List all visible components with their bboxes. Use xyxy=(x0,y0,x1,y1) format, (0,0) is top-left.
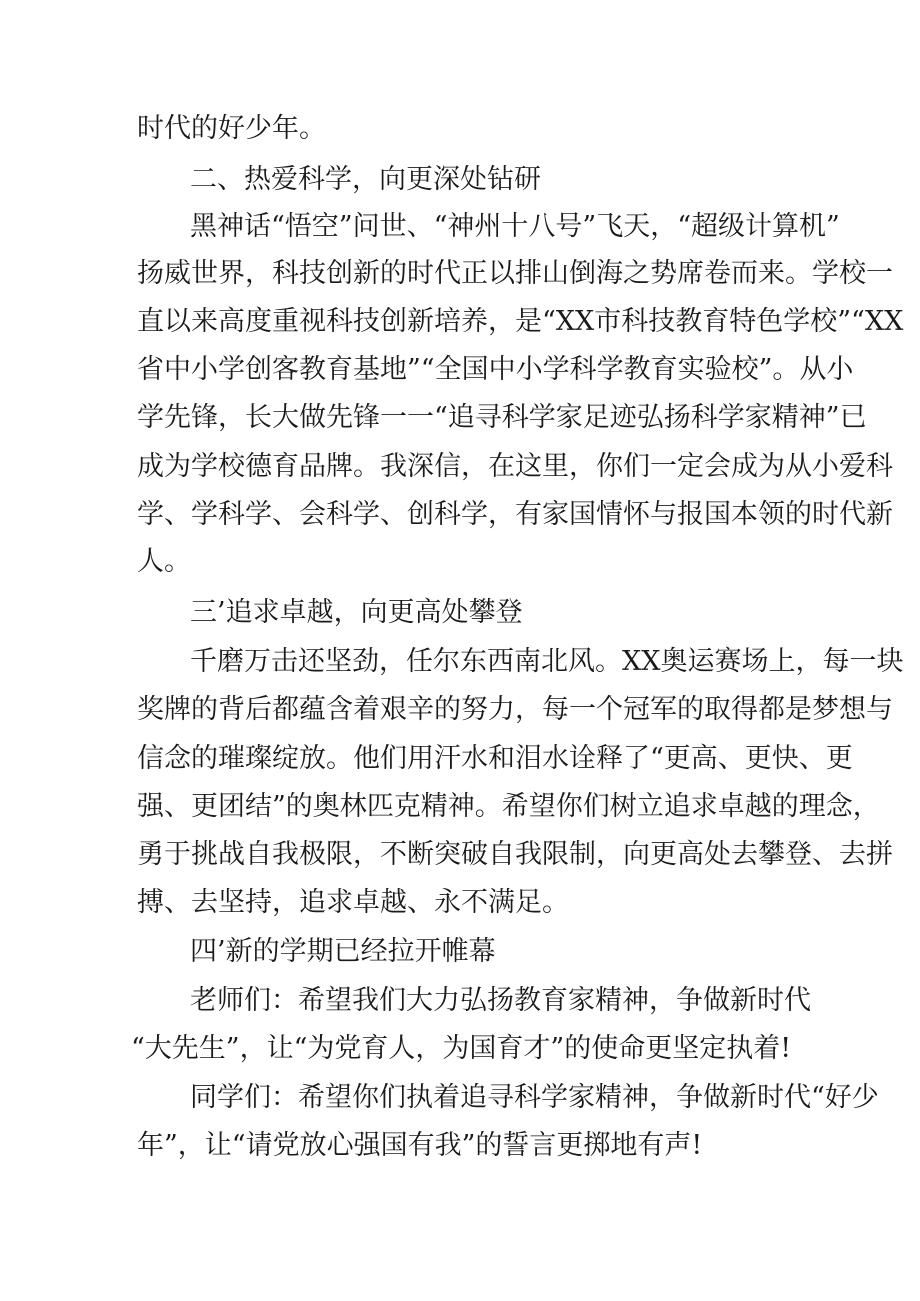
paragraph-line: 省中小学创客教育基地”“全国中小学科学教育实验校”。从小 xyxy=(137,354,854,385)
paragraph-line: 年”，让“请党放心强国有我”的誓言更掷地有声! xyxy=(137,1130,703,1161)
section-heading-2: 二、热爱科学，向更深处钻研 xyxy=(190,164,541,195)
paragraph-line: 同学们：希望你们执着追寻科学家精神，争做新时代“好少 xyxy=(190,1082,879,1113)
section-heading-4: 四’新的学期已经拉开帷幕 xyxy=(190,936,496,967)
paragraph-line: 扬威世界，科技创新的时代正以排山倒海之势席卷而来。学校一 xyxy=(137,258,893,289)
paragraph-line: 学先锋，长大做先锋一一“追寻科学家足迹弘扬科学家精神”已 xyxy=(137,402,867,433)
paragraph-line: 信念的璀璨绽放。他们用汗水和泪水诠释了“更高、更快、更 xyxy=(137,743,853,774)
paragraph-line: 成为学校德育品牌。我深信，在这里，你们一定会成为从小爱科 xyxy=(137,451,893,482)
paragraph-line: 奖牌的背后都蕴含着艰辛的努力，每一个冠军的取得都是梦想与 xyxy=(137,694,893,725)
section-heading-3: 三’追求卓越，向更高处攀登 xyxy=(190,597,523,628)
paragraph-line: 千磨万击还坚劲，任尔东西南北风。XX奥运赛场上，每一块 xyxy=(190,646,904,677)
paragraph-line: 强、更团结”的奥林匹克精神。希望你们树立追求卓越的理念， xyxy=(137,791,880,822)
paragraph-line: 勇于挑战自我极限，不断突破自我限制，向更高处去攀登、去拼 xyxy=(137,839,893,870)
paragraph-line: “大先生”，让“为党育人，为国育才”的使命更坚定执着! xyxy=(131,1033,792,1064)
paragraph-line: 人。 xyxy=(137,546,191,577)
paragraph-line: 黑神话“悟空”问世、“神州十八号”飞天，“超级计算机” xyxy=(190,211,840,242)
paragraph-line: 直以来高度重视科技创新培养，是“XX市科技教育特色学校”“XX xyxy=(137,306,904,337)
paragraph-line: 学、学科学、会科学、创科学，有家国情怀与报国本领的时代新 xyxy=(137,499,893,530)
paragraph-line: 老师们：希望我们大力弘扬教育家精神，争做新时代 xyxy=(190,985,811,1016)
paragraph-line: 搏、去坚持，追求卓越、永不满足。 xyxy=(137,887,569,918)
paragraph-line: 时代的好少年。 xyxy=(137,113,326,144)
